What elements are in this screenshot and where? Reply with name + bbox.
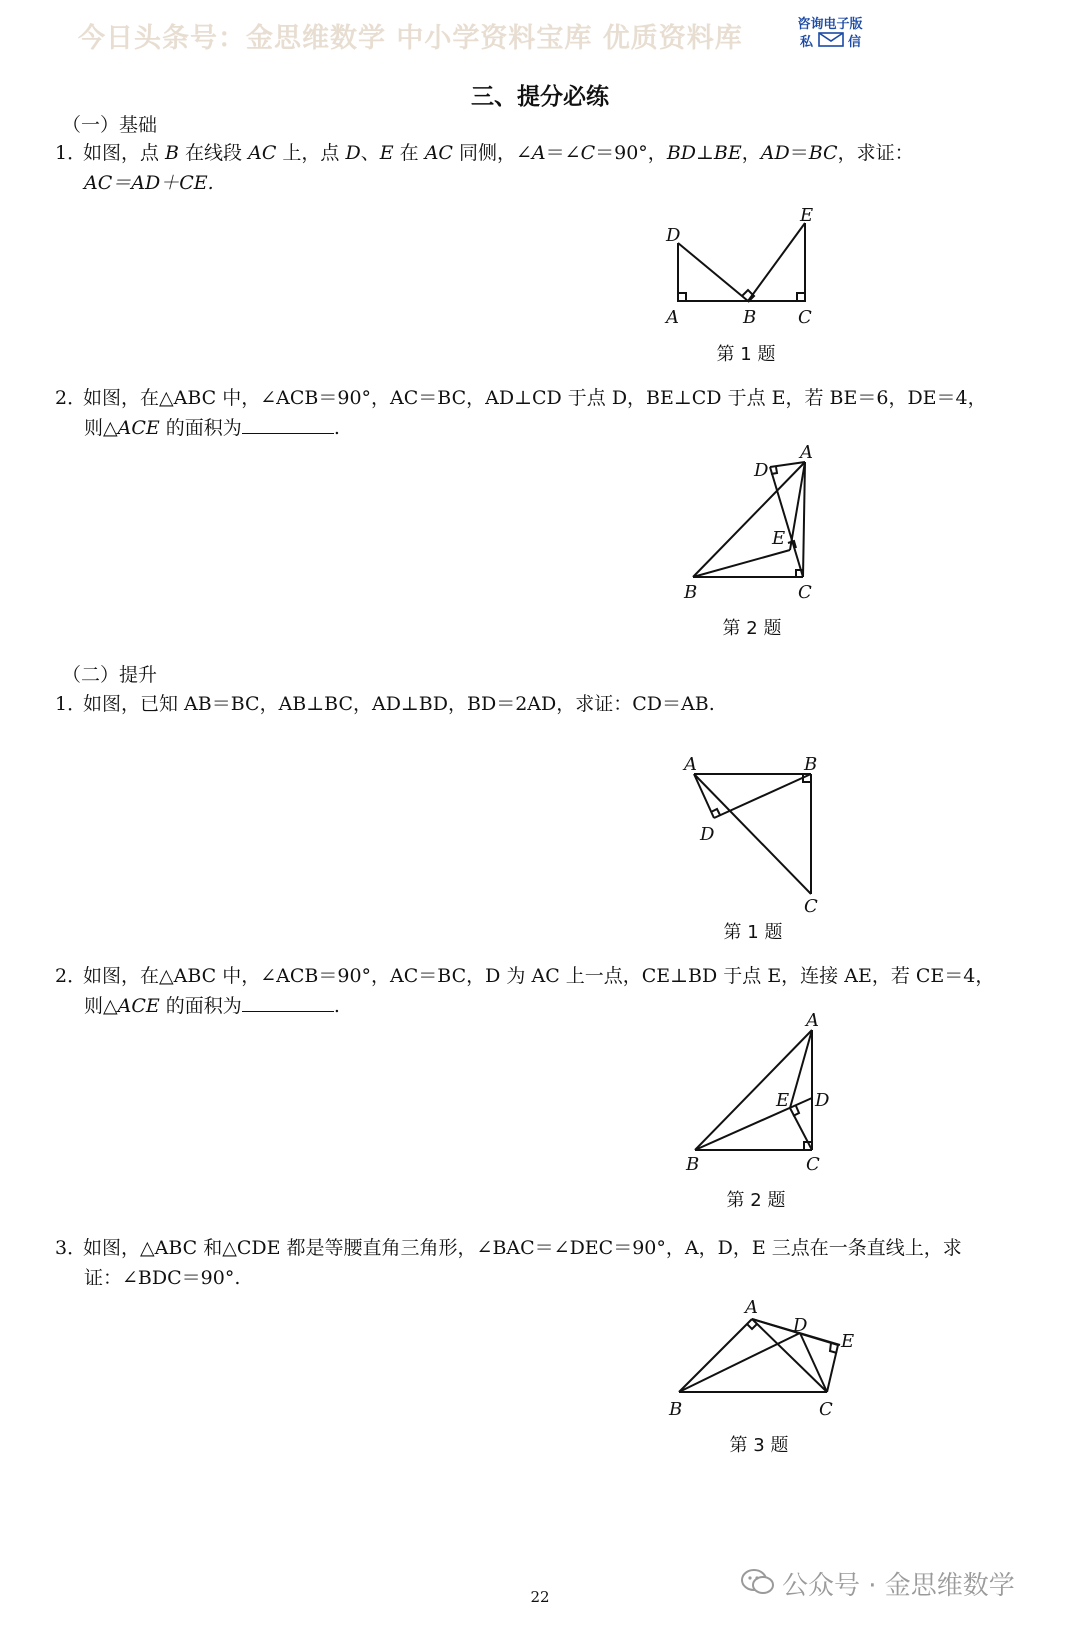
basic-q2-line1: 2．如图，在△ABC 中，∠ACB＝90°，AC＝BC，AD⊥CD 于点 D，BE⊥CD 于点 E，若 BE＝6，DE＝4， — [55, 387, 987, 409]
section-basic: （一）基础 — [62, 114, 158, 136]
caption-improve-2: 第 2 题 — [726, 1190, 786, 1211]
label-A: A — [745, 1297, 758, 1318]
watermark-bottom-text: 公众号 · 金思维数学 — [782, 1571, 1015, 1601]
label-D: D — [793, 1315, 808, 1336]
improve-q3-line2: 证：∠BDC＝90°. — [84, 1267, 241, 1289]
figure-improve-3 — [665, 1295, 865, 1425]
label-D: D — [666, 225, 681, 246]
label-B: B — [686, 1154, 700, 1175]
caption-improve-3: 第 3 题 — [729, 1435, 789, 1456]
improve-q2-line1: 2．如图，在△ABC 中，∠ACB＝90°，AC＝BC，D 为 AC 上一点，CE⊥BD 于点 E，连接 AE，若 CE＝4， — [55, 965, 995, 987]
page-number: 22 — [530, 1588, 550, 1606]
label-B: B — [669, 1399, 683, 1420]
consult-badge — [790, 13, 870, 53]
figure-basic-2 — [680, 440, 830, 605]
label-E: E — [772, 528, 786, 549]
label-A: A — [800, 442, 813, 463]
label-C: C — [798, 582, 812, 603]
improve-q1-line1: 1．如图，已知 AB＝BC，AB⊥BC，AD⊥BD，BD＝2AD，求证：CD＝AB. — [55, 693, 715, 715]
label-A: A — [666, 307, 679, 328]
label-D: D — [815, 1090, 830, 1111]
answer-blank — [242, 993, 334, 1012]
label-C: C — [798, 307, 812, 328]
label-B: B — [804, 754, 818, 775]
page-title: 三、提分必练 — [471, 84, 609, 110]
label-E: E — [841, 1331, 855, 1352]
label-E: E — [800, 205, 814, 226]
figure-basic-1 — [660, 205, 820, 330]
improve-q3-line1: 3．如图，△ABC 和△CDE 都是等腰直角三角形，∠BAC＝∠DEC＝90°，A，D，E 三点在一条直线上，求 — [55, 1237, 962, 1259]
section-improve: （二）提升 — [62, 664, 158, 686]
envelope-icon — [818, 32, 844, 47]
label-A: A — [806, 1010, 819, 1031]
label-D: D — [754, 460, 769, 481]
label-C: C — [819, 1399, 833, 1420]
basic-q1-line2: AC＝AD＋CE. — [84, 172, 214, 194]
label-E: E — [776, 1090, 790, 1111]
badge-left: 私 — [800, 35, 814, 50]
label-B: B — [743, 307, 757, 328]
label-B: B — [684, 582, 698, 603]
label-C: C — [804, 896, 818, 917]
label-C: C — [806, 1154, 820, 1175]
watermark-top: 今日头条号：金思维数学 中小学资料宝库 优质资料库 — [78, 23, 743, 54]
label-A: A — [684, 754, 697, 775]
badge-right: 信 — [848, 35, 862, 50]
figure-improve-2 — [680, 1010, 840, 1175]
answer-blank — [242, 415, 334, 434]
badge-line1: 咨询电子版 — [797, 17, 863, 32]
improve-q2-line2: 则△ACE 的面积为 . — [84, 995, 340, 1017]
basic-q2-line2: 则△ACE 的面积为 . — [84, 417, 340, 439]
caption-basic-1: 第 1 题 — [716, 344, 776, 365]
basic-q1-line1: 1．如图，点 B 在线段 AC 上，点 D、E 在 AC 同侧，∠A＝∠C＝90°，BD⊥BE，AD＝BC，求证： — [55, 142, 914, 164]
caption-basic-2: 第 2 题 — [722, 618, 782, 639]
caption-improve-1: 第 1 题 — [723, 922, 783, 943]
label-D: D — [700, 824, 715, 845]
figure-improve-1 — [676, 748, 841, 918]
